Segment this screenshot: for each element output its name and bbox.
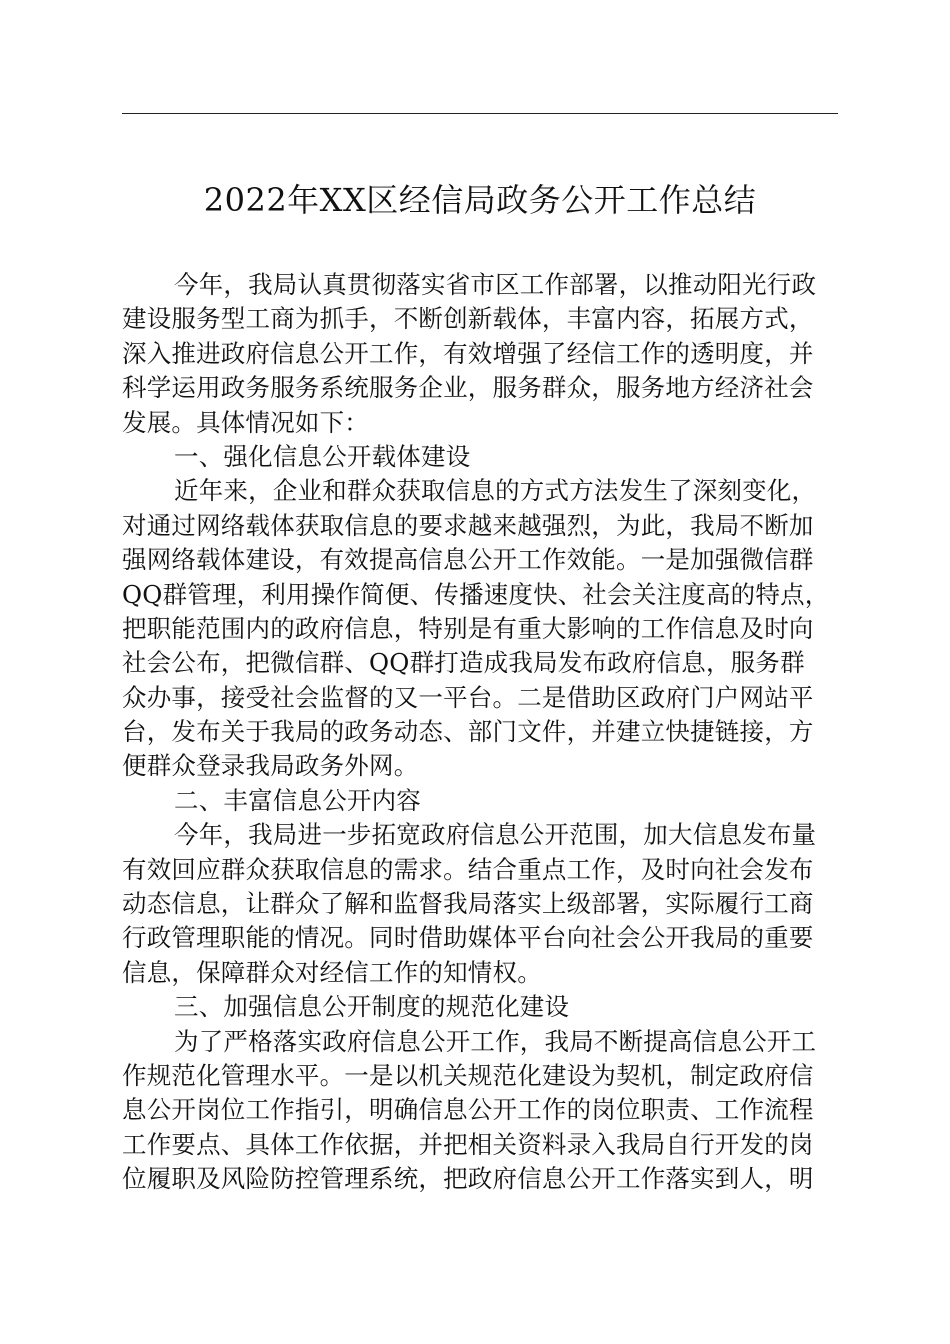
header-rule xyxy=(122,113,838,114)
text-line: 位履职及风险防控管理系统，把政府信息公开工作落实到人，明 xyxy=(122,1164,814,1194)
text-line: 便群众登录我局政务外网。 xyxy=(122,751,419,781)
text-line: 社会公布，把微信群、QQ群打造成我局发布政府信息，服务群 xyxy=(122,648,805,678)
text-line: 二、丰富信息公开内容 xyxy=(174,785,421,815)
text-line: 动态信息，让群众了解和监督我局落实上级部署，实际履行工商 xyxy=(122,889,814,919)
document-title: 2022年XX区经信局政务公开工作总结 xyxy=(203,181,757,219)
text-line: 行政管理职能的情况。同时借助媒体平台向社会公开我局的重要 xyxy=(122,923,814,953)
text-line: 今年，我局认真贯彻落实省市区工作部署，以推动阳光行政 xyxy=(174,270,817,299)
text-line: 近年来，企业和群众获取信息的方式方法发生了深刻变化， xyxy=(174,476,817,506)
text-line: 把职能范围内的政府信息，特别是有重大影响的工作信息及时向 xyxy=(122,613,814,643)
text-line: 息公开岗位工作指引，明确信息公开工作的岗位职责、工作流程 xyxy=(122,1095,814,1125)
text-line: 有效回应群众获取信息的需求。结合重点工作，及时向社会发布 xyxy=(122,854,814,884)
text-line: 今年，我局进一步拓宽政府信息公开范围，加大信息发布量 xyxy=(174,820,817,850)
text-line: 一、强化信息公开载体建设 xyxy=(174,441,471,471)
text-line: 作规范化管理水平。一是以机关规范化建设为契机，制定政府信 xyxy=(122,1060,814,1090)
text-line: 对通过网络载体获取信息的要求越来越强烈，为此，我局不断加 xyxy=(122,510,814,540)
text-line: 发展。具体情况如下： xyxy=(122,407,369,437)
document-body xyxy=(122,268,862,1197)
text-line: 众办事，接受社会监督的又一平台。二是借助区政府门户网站平 xyxy=(122,682,814,712)
text-line: 为了严格落实政府信息公开工作，我局不断提高信息公开工 xyxy=(174,1026,817,1056)
text-line: 三、加强信息公开制度的规范化建设 xyxy=(174,992,570,1022)
text-line: 台，发布关于我局的政务动态、部门文件，并建立快捷链接，方 xyxy=(122,717,814,747)
text-line: 信息，保障群众对经信工作的知情权。 xyxy=(122,957,542,987)
text-line: 建设服务型工商为抓手，不断创新载体，丰富内容，拓展方式， xyxy=(122,304,814,334)
text-line: QQ群管理，利用操作简便、传播速度快、社会关注度高的特点， xyxy=(122,579,830,609)
text-line: 科学运用政务服务系统服务企业，服务群众，服务地方经济社会 xyxy=(122,373,814,403)
text-line: 工作要点、具体工作依据，并把相关资料录入我局自行开发的岗 xyxy=(122,1129,814,1159)
text-line: 强网络载体建设，有效提高信息公开工作效能。一是加强微信群 xyxy=(122,545,814,575)
text-line: 深入推进政府信息公开工作，有效增强了经信工作的透明度，并 xyxy=(122,338,814,368)
